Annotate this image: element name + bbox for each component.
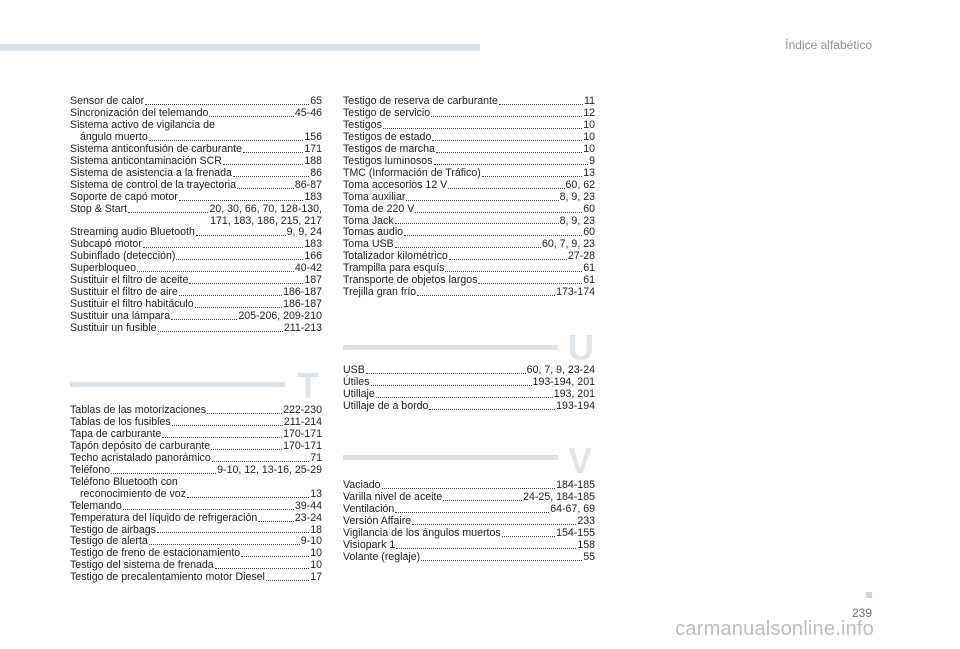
index-entry-term: Sistema anticonfusión de carburante <box>70 142 242 155</box>
dot-leader <box>395 512 549 513</box>
index-entry-term: Toma Jack <box>343 214 394 227</box>
dot-leader <box>143 247 303 248</box>
index-entry <box>343 552 595 564</box>
dot-leader <box>233 176 309 177</box>
index-entry-term: Sustituir el filtro de aceite <box>70 274 189 287</box>
index-entry-pages: 211-214 <box>283 415 322 428</box>
index-entry-pages: 60, 7, 9, 23-24 <box>526 364 595 376</box>
dot-leader <box>266 580 309 581</box>
dot-leader <box>145 104 309 105</box>
index-entry-term: Testigo de freno de estacionamiento <box>70 547 241 560</box>
section-t-bar <box>70 382 285 387</box>
index-entry-pages: 173-174 <box>556 286 595 299</box>
dot-leader <box>499 104 583 105</box>
index-entry-term: Toma de 220 V <box>343 202 415 215</box>
index-entry-term: Subinflado (detección) <box>70 250 176 263</box>
index-entry <box>343 540 595 552</box>
index-entry-term: Soporte de capó motor <box>70 190 178 203</box>
dot-leader <box>366 373 526 374</box>
dot-leader <box>443 500 522 501</box>
index-entry-term: Sensor de calor <box>70 95 145 107</box>
index-entry-pages: 9, 9, 24 <box>286 226 322 239</box>
index-entry-pages: 183 <box>304 238 322 251</box>
index-entry-pages: 9-10 <box>300 535 322 548</box>
index-entry-term: Telemando <box>70 499 122 512</box>
dot-leader <box>395 223 559 224</box>
index-column-s <box>70 96 322 335</box>
index-entry-term: Sustituir una lámpara <box>70 310 171 323</box>
dot-leader <box>436 152 582 153</box>
index-entry-pages: 8, 9, 23 <box>559 190 595 203</box>
index-entry-term: Totalizador kilométrico <box>343 250 448 263</box>
index-entry-term: Techo acristalado panorámico <box>70 451 211 464</box>
dot-leader <box>434 164 589 165</box>
dot-leader <box>448 188 564 189</box>
dot-leader <box>195 307 282 308</box>
dot-leader <box>196 235 286 236</box>
index-entry-pages: 170-171 <box>283 427 322 440</box>
index-entry-term: Sistema de asistencia a la frenada <box>70 166 232 179</box>
index-entry-pages: 188 <box>304 154 322 167</box>
section-v-letter: V <box>568 440 593 481</box>
dot-leader <box>211 449 282 450</box>
index-entry-term: Sustituir un fusible <box>70 322 157 335</box>
index-entry <box>70 144 322 156</box>
index-entry-pages: 211-213 <box>283 322 322 335</box>
dot-leader <box>187 497 309 498</box>
dot-leader <box>382 488 556 489</box>
dot-leader <box>415 212 582 213</box>
index-entry-term: Tapa de carburante <box>70 427 162 440</box>
index-entry-term: ángulo muerto <box>80 130 148 143</box>
index-entry-term: Temperatura del líquido de refrigeración <box>70 511 258 524</box>
index-entry <box>343 528 595 540</box>
index-entry <box>343 204 595 216</box>
index-entry-term: Sistema de control de la trayectoria <box>70 178 237 191</box>
dot-leader <box>162 437 282 438</box>
index-column-t-continued <box>343 96 595 299</box>
dot-leader <box>179 200 304 201</box>
index-entry-pages: 186-187 <box>283 298 322 311</box>
dot-leader <box>209 116 293 117</box>
index-entry-pages: 187 <box>304 274 322 287</box>
dot-leader <box>123 509 294 510</box>
index-entry-term: Utillaje de a bordo <box>343 399 429 412</box>
dot-leader <box>207 413 282 414</box>
index-entry-pages: 158 <box>577 538 595 551</box>
index-entry-pages: 156 <box>304 130 322 143</box>
index-entry-pages: 205-206, 209-210 <box>238 310 322 323</box>
dot-leader <box>502 536 555 537</box>
index-entry-pages: 184-185 <box>556 479 595 491</box>
dot-leader <box>176 259 303 260</box>
index-entry-pages: 61 <box>583 262 595 275</box>
index-entry-term: Toma auxiliar <box>343 190 406 203</box>
index-entry-term: Testigos de estado <box>343 130 432 143</box>
dot-leader <box>429 409 555 410</box>
index-entry-pages: 17 <box>310 571 322 584</box>
dot-leader <box>171 319 237 320</box>
index-entry-term: TMC (Información de Tráfico) <box>343 166 481 179</box>
index-entry-term: Ventilación <box>343 502 395 515</box>
index-entry <box>70 465 322 477</box>
index-entry-pages: 171 <box>304 142 322 155</box>
index-entry-pages: 10 <box>583 118 595 131</box>
index-entry-term: Trejilla gran frío <box>343 286 417 299</box>
index-entry-term: Tablas de las motorizaciones <box>70 404 207 416</box>
index-entry-term: Trampilla para esquís <box>343 262 445 275</box>
index-entry-pages: 60, 62 <box>565 178 595 191</box>
index-entry <box>70 204 322 216</box>
index-entry <box>70 572 322 584</box>
index-entry-pages: 64-67, 69 <box>550 502 595 515</box>
dot-leader <box>223 164 303 165</box>
index-entry <box>343 168 595 180</box>
page-marker <box>866 592 872 598</box>
index-entry-pages: 171, 183, 186, 215, 217 <box>210 214 322 227</box>
index-entry-pages: 8, 9, 23 <box>559 214 595 227</box>
header-bar <box>0 44 480 51</box>
index-entry-term: Superbloqueo <box>70 262 136 275</box>
index-entry-pages: 166 <box>304 250 322 263</box>
index-entry-term: Sistema anticontaminación SCR <box>70 154 222 167</box>
index-entry-pages: 10 <box>583 142 595 155</box>
index-column-v <box>343 480 595 564</box>
index-entry-term: Útiles <box>343 375 370 388</box>
index-entry-term: Visiopark 1 <box>343 538 396 551</box>
index-entry-term: Teléfono Bluetooth con <box>70 475 178 488</box>
dot-leader <box>158 331 283 332</box>
dot-leader <box>137 271 294 272</box>
index-entry-term: Transporte de objetos largos <box>343 274 478 287</box>
index-entry-term: Tablas de los fusibles <box>70 415 171 428</box>
dot-leader <box>149 140 304 141</box>
index-entry <box>343 287 595 299</box>
index-entry-term: Teléfono <box>70 463 111 476</box>
dot-leader <box>482 176 582 177</box>
index-entry-pages: 45-46 <box>294 106 322 119</box>
index-entry-pages: 61 <box>583 274 595 287</box>
index-entry <box>70 156 322 168</box>
index-entry-pages: 71 <box>310 451 322 464</box>
index-entry-term: Vaciado <box>343 479 381 491</box>
dot-leader <box>243 152 303 153</box>
index-column-t <box>70 405 322 584</box>
dot-leader <box>212 461 309 462</box>
index-entry-term: Testigo del sistema de frenada <box>70 559 214 572</box>
index-column-u <box>343 365 595 413</box>
index-entry-pages: 193-194 <box>556 399 595 412</box>
dot-leader <box>445 271 582 272</box>
index-entry-term: Sistema activo de vigilancia de <box>70 118 215 131</box>
index-entry-pages: 60 <box>583 226 595 239</box>
index-entry-pages: 60, 7, 9, 23 <box>541 238 595 251</box>
index-entry-pages: 186-187 <box>283 286 322 299</box>
page-header-title: Índice alfabético <box>785 38 872 52</box>
index-entry-pages: 10 <box>310 547 322 560</box>
index-entry-pages: 183 <box>304 190 322 203</box>
index-entry-term: Stop & Start <box>70 202 128 215</box>
index-entry-pages: 12 <box>583 106 595 119</box>
index-entry-pages: 193, 201 <box>553 387 595 400</box>
dot-leader <box>237 188 294 189</box>
index-entry-pages: 40-42 <box>294 262 322 275</box>
index-entry-term: Testigo de precalentamiento motor Diesel <box>70 571 265 584</box>
index-entry-term: Testigo de servicio <box>343 106 431 119</box>
index-entry-term: Versión Affaire <box>343 514 412 527</box>
index-entry <box>70 489 322 501</box>
index-entry <box>343 192 595 204</box>
index-entry-pages: 222-230 <box>283 404 322 416</box>
index-entry-pages: 20, 30, 66, 70, 128-130, <box>209 202 322 215</box>
index-entry <box>343 180 595 192</box>
dot-leader <box>128 212 208 213</box>
index-entry-pages: 233 <box>577 514 595 527</box>
dot-leader <box>417 295 555 296</box>
index-entry-term: Testigo de airbags <box>70 523 156 536</box>
index-entry <box>70 168 322 180</box>
page-number: 239 <box>851 606 872 620</box>
index-entry-pages: 18 <box>310 523 322 536</box>
index-entry-term: Testigo de reserva de carburante <box>343 95 498 107</box>
index-entry-pages: 39-44 <box>294 499 322 512</box>
watermark: carmanualsonline.info <box>675 618 874 640</box>
index-entry <box>70 453 322 465</box>
index-entry-term: Utillaje <box>343 387 375 400</box>
dot-leader <box>412 524 576 525</box>
index-entry-pages: 13 <box>310 487 322 500</box>
index-entry-term: Tomas audio <box>343 226 404 239</box>
dot-leader <box>449 259 567 260</box>
index-entry-term: Streaming audio Bluetooth <box>70 226 195 239</box>
index-entry-term: Testigo de alerta <box>70 535 148 548</box>
index-entry-pages: 13 <box>583 166 595 179</box>
index-entry-pages: 9-10, 12, 13-16, 25-29 <box>217 463 322 476</box>
index-entry-pages: 10 <box>583 130 595 143</box>
index-entry-term: Testigos de marcha <box>343 142 435 155</box>
section-v-bar <box>343 455 558 460</box>
index-entry <box>343 144 595 156</box>
index-entry-pages: 9 <box>589 154 595 167</box>
section-u-letter: U <box>568 327 594 368</box>
index-entry-term: USB <box>343 364 365 376</box>
index-entry-pages: 55 <box>583 550 595 563</box>
dot-leader <box>383 128 582 129</box>
index-entry-term: Toma USB <box>343 238 394 251</box>
index-entry-term: Volante (reglaje) <box>343 550 421 563</box>
section-t-letter: T <box>297 365 319 406</box>
dot-leader <box>406 200 558 201</box>
index-entry-term: Sincronización del telemando <box>70 106 209 119</box>
index-entry-term: Varilla nivel de aceite <box>343 490 443 503</box>
index-entry-pages: 65 <box>310 95 322 107</box>
index-entry <box>70 323 322 335</box>
dot-leader <box>111 473 216 474</box>
index-entry-term: Vigilancia de los ángulos muertos <box>343 526 501 539</box>
index-entry-pages: 170-171 <box>283 439 322 452</box>
dot-leader <box>421 560 582 561</box>
dot-leader <box>432 140 582 141</box>
index-entry-pages: 86 <box>310 166 322 179</box>
index-entry-term: reconocimiento de voz <box>80 487 186 500</box>
dot-leader <box>431 116 582 117</box>
index-entry-pages: 24-25, 184-185 <box>523 490 595 503</box>
index-entry-term: Testigos luminosos <box>343 154 433 167</box>
dot-leader <box>376 397 553 398</box>
dot-leader <box>172 425 283 426</box>
index-entry-pages: 10 <box>310 559 322 572</box>
index-entry <box>70 501 322 513</box>
index-entry-term: Toma accesorios 12 V <box>343 178 448 191</box>
index-entry <box>70 513 322 525</box>
index-entry-pages: 23-24 <box>294 511 322 524</box>
dot-leader <box>189 283 303 284</box>
dot-leader <box>478 283 582 284</box>
index-entry-pages: 27-28 <box>567 250 595 263</box>
index-entry <box>343 156 595 168</box>
index-entry <box>70 180 322 192</box>
dot-leader <box>404 235 582 236</box>
index-entry-term: Tapón depósito de carburante <box>70 439 211 452</box>
index-entry-term: Sustituir el filtro habitáculo <box>70 298 194 311</box>
dot-leader <box>157 532 309 533</box>
dot-leader <box>149 544 300 545</box>
index-entry-pages: 60 <box>583 202 595 215</box>
dot-leader <box>179 295 282 296</box>
index-entry-term: Sustituir el filtro de aire <box>70 286 178 299</box>
dot-leader <box>258 521 294 522</box>
dot-leader <box>396 548 576 549</box>
index-entry-pages: 11 <box>584 95 595 107</box>
dot-leader <box>215 568 310 569</box>
index-entry <box>343 401 595 413</box>
index-entry <box>70 192 322 204</box>
dot-leader <box>241 556 309 557</box>
dot-leader <box>371 385 532 386</box>
index-entry-term: Testigos <box>343 118 382 131</box>
index-entry-pages: 86-87 <box>294 178 322 191</box>
section-u-bar <box>343 345 558 350</box>
index-entry-pages: 154-155 <box>556 526 595 539</box>
index-entry-term: Subcapó motor <box>70 238 142 251</box>
dot-leader <box>395 247 541 248</box>
index-entry-pages: 193-194, 201 <box>532 375 595 388</box>
